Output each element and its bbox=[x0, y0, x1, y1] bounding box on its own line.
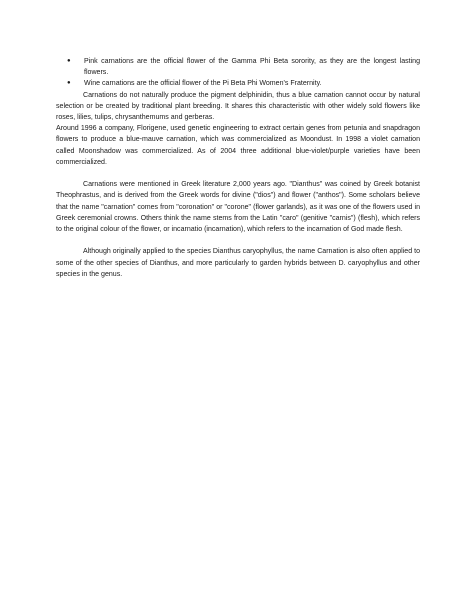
bullet-dot-icon: ● bbox=[67, 80, 71, 87]
bullet-item-pi-beta-phi bbox=[56, 78, 420, 89]
bullet-text: Pink carnations are the official flower of the Gamma Phi Beta sorority, as they are the longest lasting flowers. bbox=[84, 58, 420, 77]
paragraph-species-naming: Although originally applied to the species Dianthus caryophyllus, the name Carnation is also often applied to some of the other species of Dianthus, and more particularly to garden hybrids between D. caryophyllus and other species in the genus. bbox=[56, 248, 420, 278]
document-body bbox=[56, 56, 420, 280]
paragraph-greek-literature: Carnations were mentioned in Greek literature 2,000 years ago. "Dianthus" was coined by Greek botanist Theophrastus, and is derived from the Greek words for divine ("dios") and flower ("anthos"). Some scholars believe that the name "carnation" comes from "coronation" or "corone" (flower garlands), as it was one of the flowers used in Greek ceremonial crowns. Others think the name stems from the Latin "caro" (genitive "carnis") (flesh), which refers to the original colour of the flower, or incarnatio (incarnation), which refers to the incarnation of God made flesh. bbox=[56, 181, 420, 234]
bullet-dot-icon: ● bbox=[67, 58, 71, 64]
bullet-text: Wine carnations are the official flower of the Pi Beta Phi Women's Fraternity. bbox=[84, 80, 322, 88]
paragraph-pigment: Carnations do not naturally produce the pigment delphinidin, thus a blue carnation cannot occur by natural selection or be created by traditional plant breeding. It shares this characteristic with other widely sold flowers like roses, lilies, tulips, chrysanthemums and gerberas. bbox=[56, 91, 420, 122]
bullet-list bbox=[56, 56, 420, 90]
bullet-item-gamma-phi-beta bbox=[56, 56, 420, 78]
paragraph-florigene: Around 1996 a company, Florigene, used genetic engineering to extract certain genes from petunia and snapdragon flowers to produce a blue-mauve carnation, which was commercialized as Moondust. In 1998 a violet carnation called Moonshadow was commercialized. As of 2004 three additional blue-violet/purple varieties have been commercialized. bbox=[56, 125, 420, 166]
